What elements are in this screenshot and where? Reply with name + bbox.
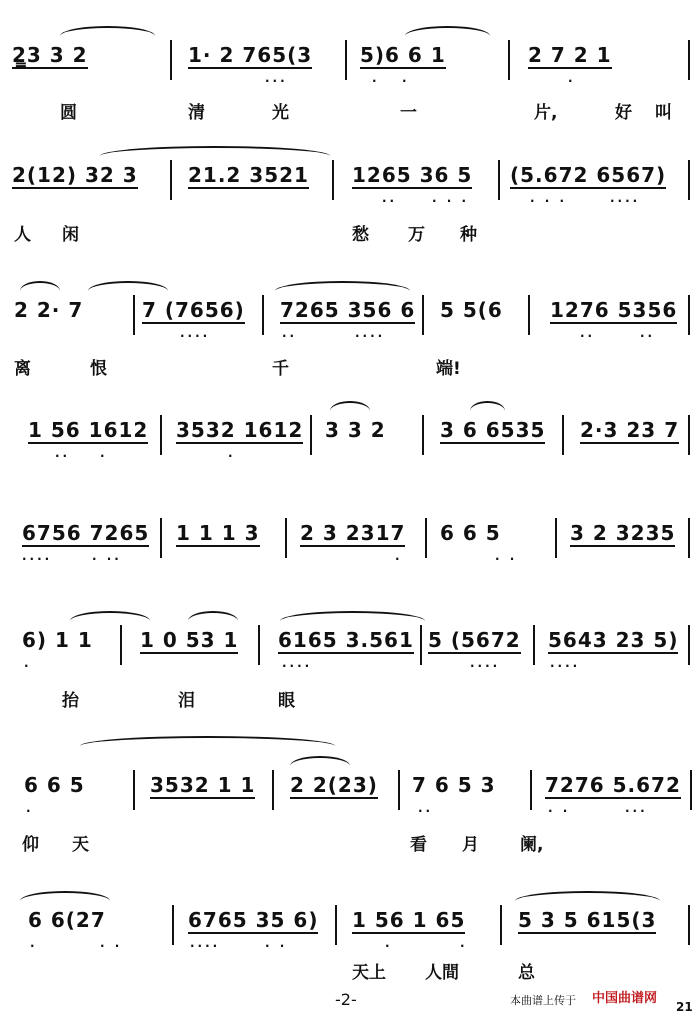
barline <box>160 518 162 558</box>
lyric: 叫 <box>655 103 672 123</box>
measure: 2 7 2 1 <box>528 43 612 67</box>
barline <box>498 160 500 200</box>
measure: 3 2 3235 <box>570 521 676 545</box>
barline <box>425 518 427 558</box>
site-name: 中国曲谱网 <box>592 991 658 1006</box>
barline <box>562 415 564 455</box>
barline <box>310 415 312 455</box>
measure: 2(12) 32 3 <box>12 163 138 187</box>
measure: 1· 2 765(3 <box>188 43 313 67</box>
corner-number: 21 <box>676 1000 693 1014</box>
upload-note: 本曲谱上传于 <box>510 994 576 1007</box>
octave-dots: ···· <box>190 939 221 953</box>
page-number: -2- <box>335 990 357 1009</box>
octave-dots: ···· <box>355 329 386 343</box>
barline <box>528 295 530 335</box>
octave-dots: ···· <box>282 659 313 673</box>
octave-dots: · <box>395 552 403 566</box>
lyric: 天 <box>72 835 89 855</box>
measure: 1265 36 5 <box>352 163 473 187</box>
measure: 2̳3 3 2 <box>12 43 88 67</box>
octave-dots: ·· <box>382 194 398 208</box>
measure: 6165 3.561 <box>278 628 414 652</box>
octave-dots: · · <box>495 552 518 566</box>
measure: 1 0 53 1 <box>140 628 239 652</box>
octave-dots: · <box>372 74 380 88</box>
lyric: 万 <box>408 225 425 245</box>
lyric: 片, <box>534 103 558 123</box>
lyric: 人間 <box>425 963 459 983</box>
lyric: 种 <box>460 225 477 245</box>
octave-dots: · <box>385 939 393 953</box>
octave-dots: ·· <box>282 329 298 343</box>
measure: 3 6 6535 <box>440 418 546 442</box>
measure: 2·3 23 7 <box>580 418 680 442</box>
octave-dots: ·· <box>580 329 596 343</box>
measure: 3532 1612 <box>176 418 304 442</box>
octave-dots: · · · <box>530 194 568 208</box>
barline <box>688 905 690 945</box>
barline <box>335 905 337 945</box>
lyric: 泪 <box>178 691 195 711</box>
octave-dots: ···· <box>470 659 501 673</box>
barline <box>688 415 690 455</box>
measure: 1 56 1 65 <box>352 908 466 932</box>
lyric: 光 <box>272 103 289 123</box>
octave-dots: · <box>402 74 410 88</box>
barline <box>170 40 172 80</box>
barline <box>332 160 334 200</box>
measure: 6 6 5 <box>440 521 501 545</box>
measure: 7 6 5 3 <box>412 773 496 797</box>
octave-dots: ···· <box>610 194 641 208</box>
octave-dots: ··· <box>265 74 288 88</box>
barline <box>133 295 135 335</box>
lyric: 清 <box>188 103 205 123</box>
lyric: 阑, <box>520 835 544 855</box>
barline <box>398 770 400 810</box>
barline <box>285 518 287 558</box>
score-row-6 <box>0 615 700 675</box>
lyric: 仰 <box>22 835 39 855</box>
score-row-7 <box>0 760 700 820</box>
measure: 6765 35 6) <box>188 908 319 932</box>
octave-dots: · · <box>265 939 288 953</box>
lyric: 一 <box>400 103 417 123</box>
measure: 6756 7265 <box>22 521 150 545</box>
octave-dots: · ·· <box>92 552 122 566</box>
octave-dots: · · · <box>432 194 470 208</box>
lyric: 圆 <box>60 103 77 123</box>
octave-dots: ···· <box>22 552 53 566</box>
measure: 3 3 2 <box>325 418 386 442</box>
measure: 1 56 1612 <box>28 418 149 442</box>
octave-dots: ·· <box>418 804 434 818</box>
barline <box>688 625 690 665</box>
lyric: 恨 <box>90 359 107 379</box>
measure: 5)6 6 1 <box>360 43 446 67</box>
barline <box>688 40 690 80</box>
octave-dots: · <box>100 449 108 463</box>
barline <box>345 40 347 80</box>
octave-dots: · · <box>100 939 123 953</box>
measure: 1 1 1 3 <box>176 521 260 545</box>
lyric: 天上 <box>352 963 386 983</box>
octave-dots: ·· <box>55 449 71 463</box>
measure: 21.2 3521 <box>188 163 309 187</box>
barline <box>160 415 162 455</box>
measure: (5.672 6567) <box>510 163 667 187</box>
barline <box>508 40 510 80</box>
barline <box>170 160 172 200</box>
barline <box>688 518 690 558</box>
score-row-1 <box>0 30 700 90</box>
measure: 5 3 5 615(3 <box>518 908 657 932</box>
octave-dots: ···· <box>550 659 581 673</box>
measure: 7276 5.672 <box>545 773 681 797</box>
octave-dots: · <box>568 74 576 88</box>
barline <box>172 905 174 945</box>
measure: 3532 1 1 <box>150 773 256 797</box>
barline <box>533 625 535 665</box>
site-logo[interactable] <box>592 987 657 1006</box>
barline <box>272 770 274 810</box>
octave-dots: · <box>460 939 468 953</box>
measure: 6 6 5 <box>24 773 85 797</box>
measure: 5643 23 5) <box>548 628 679 652</box>
measure: 2 3 2317 <box>300 521 406 545</box>
lyric: 抬 <box>62 691 79 711</box>
lyric: 愁 <box>352 225 369 245</box>
score-row-5 <box>0 508 700 568</box>
lyric: 人 <box>14 225 31 245</box>
lyric: 总 <box>518 963 535 983</box>
barline <box>690 770 692 810</box>
barline <box>422 415 424 455</box>
octave-dots: · · <box>548 804 571 818</box>
lyric: 千 <box>272 359 289 379</box>
octave-dots: ···· <box>180 329 211 343</box>
score-row-8 <box>0 895 700 955</box>
lyric: 眼 <box>278 691 295 711</box>
measure: 2 2· 7 <box>14 298 84 322</box>
measure: 6) 1 1 <box>22 628 93 652</box>
score-row-2 <box>0 150 700 210</box>
barline <box>555 518 557 558</box>
measure: 2 2(23) <box>290 773 378 797</box>
barline <box>133 770 135 810</box>
score-row-3 <box>0 285 700 345</box>
measure: 5 (5672 <box>428 628 521 652</box>
octave-dots: · <box>228 449 236 463</box>
lyric: 看 <box>410 835 427 855</box>
measure: 5 5(6 <box>440 298 503 322</box>
barline <box>500 905 502 945</box>
lyric: 好 <box>615 103 632 123</box>
slur <box>80 736 335 756</box>
barline <box>262 295 264 335</box>
octave-dots: ·· <box>640 329 656 343</box>
barline <box>120 625 122 665</box>
octave-dots: · <box>30 939 38 953</box>
lyric: 离 <box>14 359 31 379</box>
measure: 7 (7656) <box>142 298 245 322</box>
octave-dots: · <box>26 804 34 818</box>
octave-dots: ··· <box>625 804 648 818</box>
lyric: 端! <box>436 359 461 379</box>
lyric: 闲 <box>62 225 79 245</box>
measure: 6 6(27 <box>28 908 106 932</box>
barline <box>688 295 690 335</box>
barline <box>530 770 532 810</box>
octave-dots: · <box>24 659 32 673</box>
barline <box>688 160 690 200</box>
barline <box>258 625 260 665</box>
lyric: 月 <box>462 835 479 855</box>
barline <box>420 625 422 665</box>
measure: 1276 5356 <box>550 298 678 322</box>
measure: 7265 356 6 <box>280 298 416 322</box>
score-row-4 <box>0 405 700 465</box>
barline <box>422 295 424 335</box>
